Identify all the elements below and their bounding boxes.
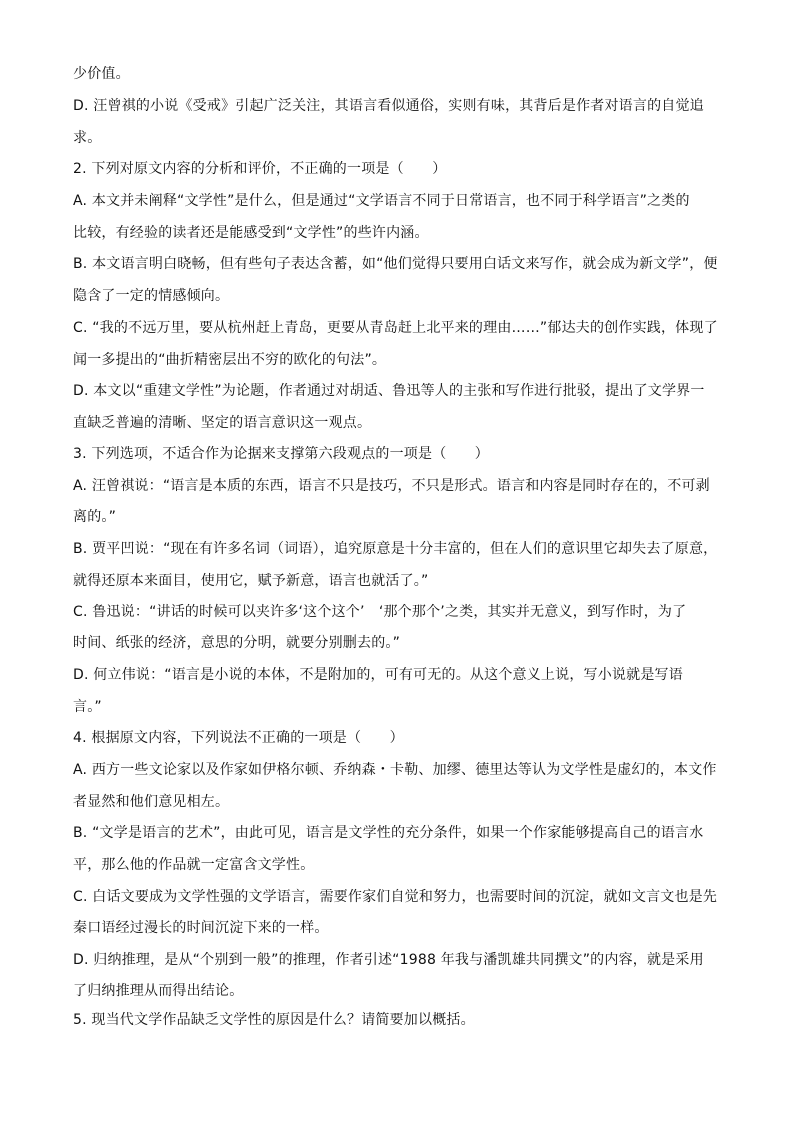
text-line: 时间、纸张的经济，意思的分明，就要分别删去的。” — [73, 635, 401, 651]
text-line: 3. 下列选项，不适合作为论据来支撑第六段观点的一项是（ ） — [73, 446, 490, 462]
text-line: 平，那么他的作品就一定富含文学性。 — [73, 857, 315, 873]
text-line: 求。 — [73, 130, 102, 146]
text-line: B. “文学是语言的艺术”，由此可见，语言是文学性的充分条件，如果一个作家能够提高自己的语言水 — [73, 825, 704, 841]
text-line: 隐含了一定的情感倾向。 — [73, 288, 230, 304]
text-line: 比较，有经验的读者还是能感受到“文学性”的些许内涵。 — [73, 225, 429, 241]
text-line: A. 汪曾祺说：“语言是本质的东西，语言不只是技巧，不只是形式。语言和内容是同时存在的，不可剥 — [73, 478, 710, 494]
text-line: 4. 根据原文内容，下列说法不正确的一项是（ ） — [73, 730, 404, 746]
text-line: C. 鲁迅说：“讲话的时候可以夹许多‘这个这个’ ‘那个那个’之类，其实并无意义，到写作时，为了 — [73, 604, 687, 620]
text-line: 言。” — [73, 699, 102, 715]
text-line: D. 何立伟说：“语言是小说的本体，不是附加的，可有可无的。从这个意义上说，写小说就是写语 — [73, 667, 683, 683]
text-line: 直缺乏普遍的清晰、坚定的语言意识这一观点。 — [73, 415, 372, 431]
text-line: 少价值。 — [73, 66, 130, 82]
text-line: D. 归纳推理，是从“个别到一般”的推理，作者引述“1988 年我与潘凯雄共同撰文”的内容，就是采用 — [73, 952, 704, 968]
text-line: A. 西方一些文论家以及作家如伊格尔顿、乔纳森・卡勒、加缪、德里达等认为文学性是虚幻的，本文作 — [73, 762, 717, 778]
text-line: C. “我的不远万里，要从杭州赶上青岛，更要从青岛赶上北平来的理由……”郁达夫的创作实践，体现了 — [73, 320, 718, 336]
text-line: 离的。” — [73, 509, 117, 525]
text-line: D. 本文以“重建文学性”为论题，作者通过对胡适、鲁迅等人的主张和写作进行批驳，提出了文学界一 — [73, 383, 705, 399]
text-line: C. 白话文要成为文学性强的文学语言，需要作家们自觉和努力，也需要时间的沉淀，就如文言文也是先 — [73, 889, 718, 905]
text-line: B. 贾平凹说：“现在有许多名词（词语），追究原意是十分丰富的，但在人们的意识里它却失去了原意， — [73, 541, 718, 557]
text-line: 就得还原本来面目，使用它，赋予新意，语言也就活了。” — [73, 573, 429, 589]
text-line: 5. 现当代文学作品缺乏文学性的原因是什么？请简要加以概括。 — [73, 1012, 475, 1028]
text-line: 秦口语经过漫长的时间沉淀下来的一样。 — [73, 920, 329, 936]
text-line: 者显然和他们意见相左。 — [73, 794, 230, 810]
text-line: 闻一多提出的“曲折精密层出不穷的欧化的句法”。 — [73, 352, 387, 368]
text-line: A. 本文并未阐释“文学性”是什么，但是通过“文学语言不同于日常语言，也不同于科学语言”之类的 — [73, 193, 690, 209]
text-line: 了归纳推理从而得出结论。 — [73, 983, 244, 999]
text-line: 2. 下列对原文内容的分析和评价，不正确的一项是（ ） — [73, 161, 447, 177]
text-line: B. 本文语言明白晓畅，但有些句子表达含蓄，如“他们觉得只要用白话文来写作，就会成为新文学”，便 — [73, 256, 718, 272]
text-line: D. 汪曾祺的小说《受戒》引起广泛关注，其语言看似通俗，实则有味，其背后是作者对语言的自觉追 — [73, 98, 704, 114]
